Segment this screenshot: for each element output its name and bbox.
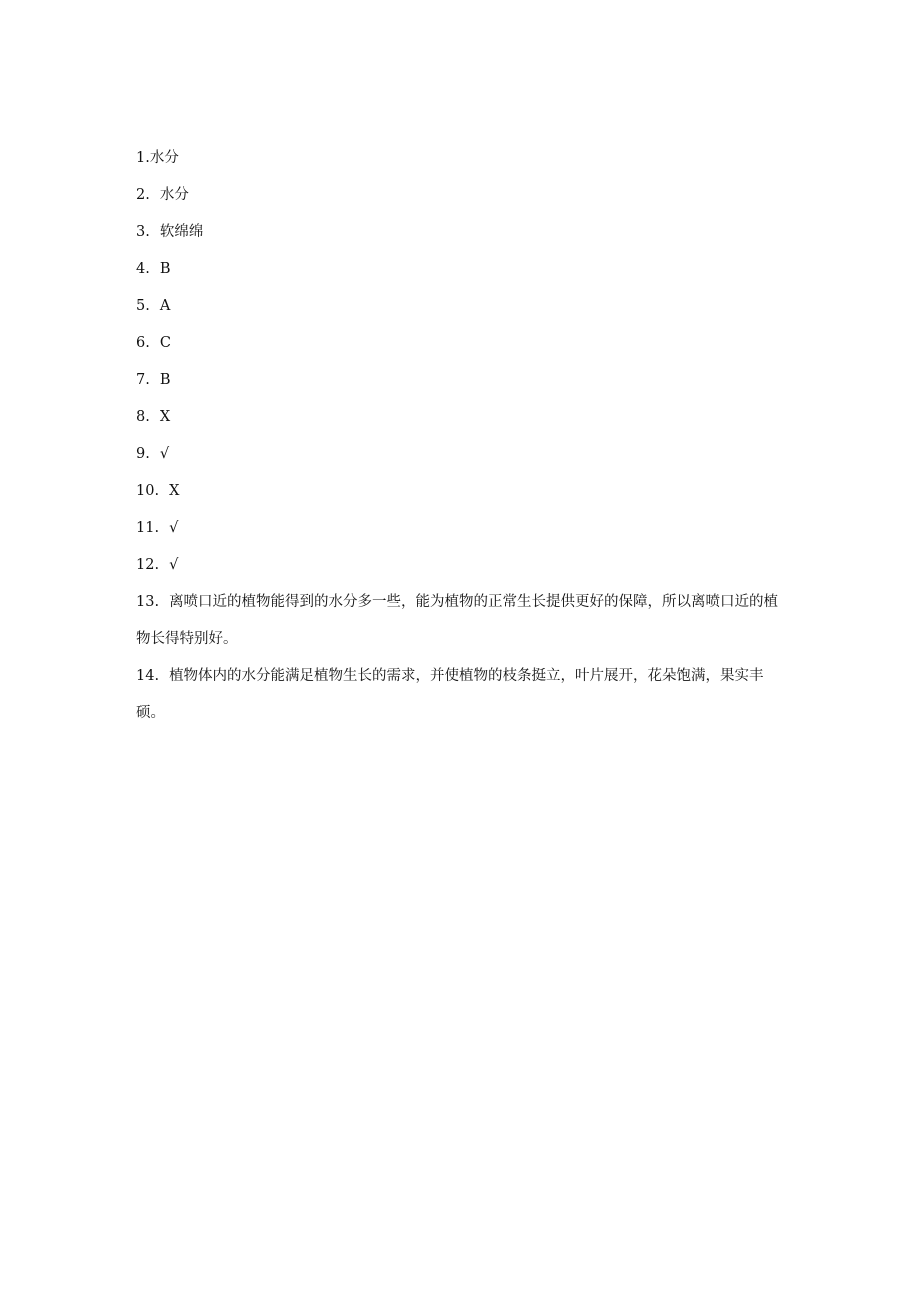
answer-list	[136, 140, 786, 732]
answer-text: C	[159, 335, 171, 351]
answer-text: 水分	[149, 150, 179, 166]
answer-text: √	[169, 520, 179, 536]
answer-number: 3.	[136, 224, 150, 240]
answer-text: √	[169, 557, 179, 573]
answer-number: 4.	[136, 261, 150, 277]
answer-item-6	[136, 325, 786, 362]
answer-item-4	[136, 251, 786, 288]
answer-number: 11.	[136, 520, 160, 536]
answer-text: √	[159, 446, 170, 462]
answer-number: 12.	[136, 557, 160, 573]
answer-item-11	[136, 510, 786, 547]
answer-text: 软绵绵	[159, 224, 204, 240]
answer-text: 水分	[159, 187, 189, 203]
answer-item-13	[136, 584, 786, 658]
answer-number: 10.	[136, 483, 160, 499]
answer-item-8	[136, 399, 786, 436]
answer-number: 14.	[136, 668, 160, 684]
answer-text: A	[159, 298, 171, 314]
answer-number: 13.	[136, 594, 160, 610]
answer-item-9	[136, 436, 786, 473]
answer-number: 9.	[136, 446, 150, 462]
answer-item-14	[136, 658, 786, 732]
answer-item-10	[136, 473, 786, 510]
answer-item-5	[136, 288, 786, 325]
answer-number: 1.	[136, 150, 150, 166]
answer-text: X	[159, 409, 171, 425]
answer-item-3	[136, 214, 786, 251]
answer-number: 7.	[136, 372, 150, 388]
answer-number: 8.	[136, 409, 150, 425]
answer-text: 植物体内的水分能满足植物生长的需求，并使植物的枝条挺立，叶片展开，花朵饱满，果实丰硕。	[136, 668, 764, 721]
answer-number: 2.	[136, 187, 150, 203]
answer-item-12	[136, 547, 786, 584]
answer-number: 5.	[136, 298, 150, 314]
answer-item-7	[136, 362, 786, 399]
answer-item-2	[136, 177, 786, 214]
answer-text: B	[159, 261, 171, 277]
answer-text: B	[159, 372, 171, 388]
answer-number: 6.	[136, 335, 150, 351]
answer-item-1	[136, 140, 786, 177]
answer-text: X	[169, 483, 180, 499]
answer-text: 离喷口近的植物能得到的水分多一些，能为植物的正常生长提供更好的保障，所以离喷口近的植物长得特别好。	[136, 594, 779, 647]
